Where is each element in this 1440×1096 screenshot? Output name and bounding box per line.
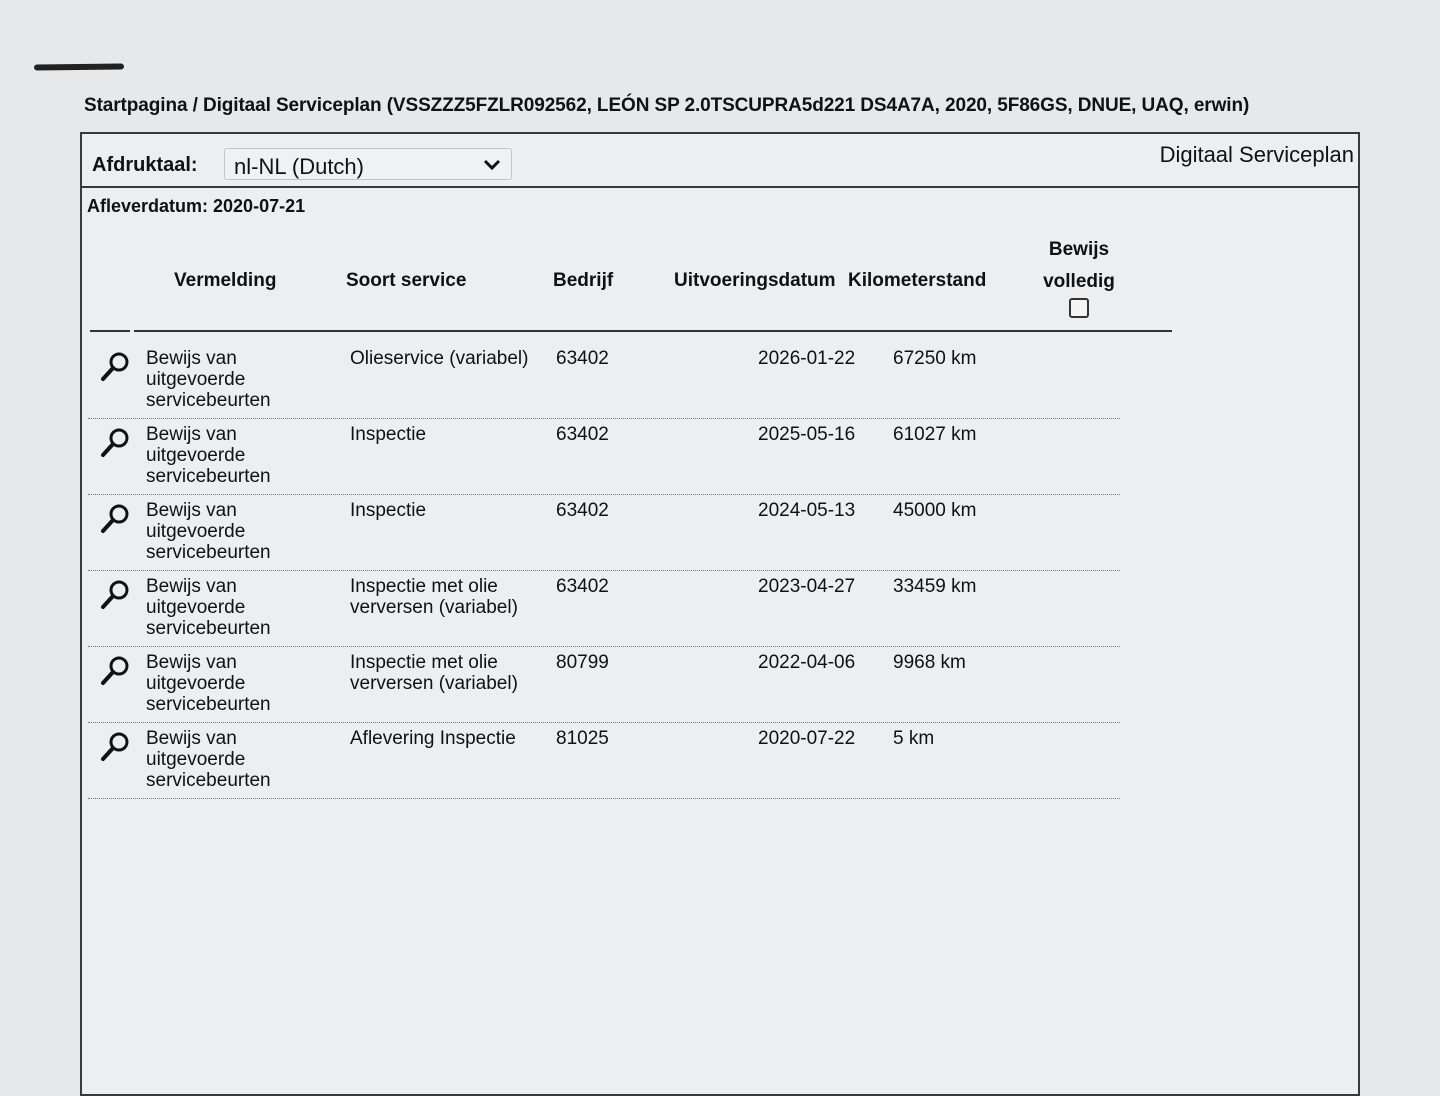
print-language-select[interactable] (224, 148, 512, 180)
cell-kilometerstand: 9968 km (893, 652, 966, 673)
cell-soort-service: Aflevering Inspectie (350, 728, 516, 749)
cell-uitvoeringsdatum: 2022-04-06 (758, 652, 856, 673)
column-header-kilometerstand: Kilometerstand (848, 270, 987, 291)
table-row (88, 570, 1120, 647)
print-language-value: nl-NL (Dutch) (234, 154, 364, 179)
cell-kilometerstand: 61027 km (893, 424, 977, 445)
cell-bedrijf: 81025 (556, 728, 609, 749)
cell-bedrijf: 63402 (556, 424, 609, 445)
cell-soort-service: Olieservice (variabel) (350, 348, 529, 369)
bewijs-volledig-checkbox[interactable] (1069, 298, 1089, 318)
cell-bedrijf: 63402 (556, 348, 609, 369)
table-row (88, 342, 1120, 419)
table-row (88, 646, 1120, 723)
breadcrumb: Startpagina / Digitaal Serviceplan (VSSZZZ5FZLR092562, LEÓN SP 2.0TSCUPRA5d221 DS4A7A, 2020, 5F86GS, DNUE, UAQ, erwin) (84, 95, 1250, 116)
chevron-down-icon (483, 153, 501, 180)
cell-soort-service: Inspectie met olie verversen (variabel) (350, 652, 518, 694)
cell-vermelding: Bewijs van uitgevoerde servicebeurten (146, 500, 271, 563)
cell-uitvoeringsdatum: 2024-05-13 (758, 500, 856, 521)
column-header-uitvoeringsdatum: Uitvoeringsdatum (674, 270, 836, 291)
top-bar-mark (34, 64, 124, 71)
magnifier-icon[interactable] (100, 502, 132, 534)
table-row (88, 494, 1120, 571)
magnifier-icon[interactable] (100, 730, 132, 762)
cell-soort-service: Inspectie met olie verversen (variabel) (350, 576, 518, 618)
cell-bedrijf: 63402 (556, 576, 609, 597)
cell-bedrijf: 80799 (556, 652, 609, 673)
print-language-label: Afdruktaal: (92, 154, 198, 176)
cell-soort-service: Inspectie (350, 424, 427, 445)
column-header-bewijs-volledig: Bewijs volledig (1043, 239, 1115, 292)
service-plan-panel (80, 132, 1360, 1096)
cell-vermelding: Bewijs van uitgevoerde servicebeurten (146, 348, 271, 411)
column-header-vermelding: Vermelding (174, 270, 277, 291)
cell-kilometerstand: 33459 km (893, 576, 977, 597)
header-rule (134, 330, 1172, 332)
panel-header (82, 134, 1358, 188)
cell-kilometerstand: 5 km (893, 728, 935, 749)
panel-title: Digitaal Serviceplan (1159, 142, 1354, 167)
table-row (88, 418, 1120, 495)
column-header-bedrijf: Bedrijf (553, 270, 614, 291)
header-rule (90, 330, 130, 332)
cell-uitvoeringsdatum: 2026-01-22 (758, 348, 856, 369)
column-header-soort-service: Soort service (346, 270, 467, 291)
cell-vermelding: Bewijs van uitgevoerde servicebeurten (146, 728, 271, 791)
cell-vermelding: Bewijs van uitgevoerde servicebeurten (146, 424, 271, 487)
table-row (88, 722, 1120, 799)
magnifier-icon[interactable] (100, 654, 132, 686)
cell-uitvoeringsdatum: 2023-04-27 (758, 576, 856, 597)
cell-kilometerstand: 45000 km (893, 500, 977, 521)
cell-vermelding: Bewijs van uitgevoerde servicebeurten (146, 652, 271, 715)
cell-vermelding: Bewijs van uitgevoerde servicebeurten (146, 576, 271, 639)
magnifier-icon[interactable] (100, 426, 132, 458)
cell-soort-service: Inspectie (350, 500, 427, 521)
cell-uitvoeringsdatum: 2020-07-22 (758, 728, 856, 749)
cell-uitvoeringsdatum: 2025-05-16 (758, 424, 856, 445)
magnifier-icon[interactable] (100, 350, 132, 382)
magnifier-icon[interactable] (100, 578, 132, 610)
delivery-date: Afleverdatum: 2020-07-21 (87, 196, 306, 216)
cell-kilometerstand: 67250 km (893, 348, 977, 369)
cell-bedrijf: 63402 (556, 500, 609, 521)
